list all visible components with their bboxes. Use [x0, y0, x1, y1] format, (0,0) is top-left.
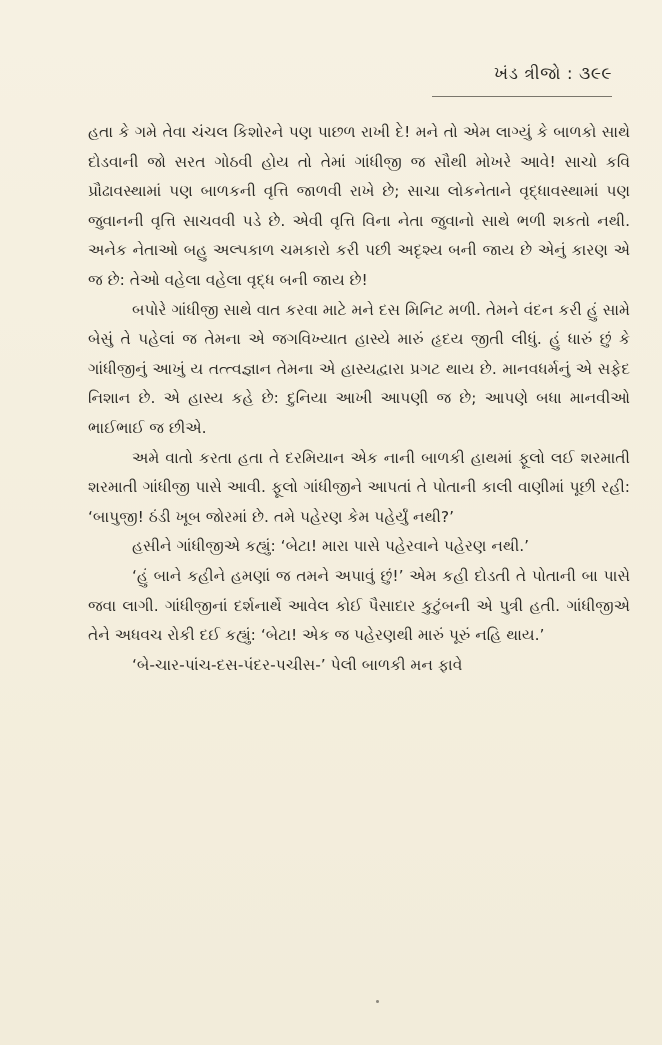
- page-speck: [376, 1000, 379, 1003]
- paragraph-6: ‘બે-ચાર-પાંચ-દસ-પંદર-પચીસ-’ પેલી બાળકી મન ફાવે: [132, 655, 463, 674]
- paragraph-4: હસીને ગાંધીજીએ કહ્યું: ‘બેટા! મારા પાસે પહેરવાને પહેરણ નથી.’: [132, 537, 530, 556]
- paragraph-3: અમે વાતો કરતા હતા તે દરમિયાન એક નાની બાળકી હાથમાં ફૂલો લઈ શરમાતી શરમાતી ગાંધીજી પાસે આવી. ફૂલો ગાંધીજીને આપતાં તે પોતાની કાલી વાણીમાં પૂછી રહી: ‘બાપુજી! ઠંડી ખૂબ જોરમાં છે. તમે પહેરણ કેમ પહેર્યું નથી?’: [88, 448, 630, 526]
- paragraph-5: ‘હું બાને કહીને હમણાં જ તમને અપાવું છું!’ એમ કહી દોડતી તે પોતાની બા પાસે જવા લાગી. ગાંધીજીનાં દર્શનાર્થે આવેલ કોઈ પૈસાદાર કુટુંબની એ પુત્રી હતી. ગાંધીજીએ તેને અધવચ રોકી દઈ કહ્યું: ‘બેટા! એક જ પહેરણથી મારું પૂરું નહિ થાય.’: [88, 566, 630, 645]
- header-underline: [432, 96, 612, 97]
- running-header: ખંડ ત્રીજો : ૩૯૯: [494, 64, 612, 84]
- page-body: [88, 118, 630, 680]
- paragraph-2: બપોરે ગાંધીજી સાથે વાત કરવા માટે મને દસ મિનિટ મળી. તેમને વંદન કરી હું સામે બેસું તે પહેલાં જ તેમના એ જગવિખ્યાત હાસ્યે મારું હૃદય જીતી લીધું. હું ધારું છું કે ગાંધીજીનું આખું ય તત્ત્વજ્ઞાન તેમના એ હાસ્યદ્વારા પ્રગટ થાય છે. માનવધર્મનું એ સફેદ નિશાન છે. એ હાસ્ય કહે છે: દુનિયા આખી આપણી જ છે; આપણે બધા માનવીઓ ભાઈભાઈ જ છીએ.: [88, 300, 630, 437]
- paragraph-1: હતા કે ગમે તેવા ચંચલ કિશોરને પણ પાછળ રાખી દે! મને તો એમ લાગ્યું કે બાળકો સાથે દોડવાની જો સરત ગોઠવી હોય તો તેમાં ગાંધીજી જ સૌથી મોખરે આવે! સાચો કવિ પ્રૌઢાવસ્થામાં પણ બાળકની વૃત્તિ જાળવી રાખે છે; સાચા લોકનેતાને વૃદ્ધાવસ્થામાં પણ જુવાનની વૃત્તિ સાચવવી પડે છે. એવી વૃત્તિ વિના નેતા જુવાનો સાથે ભળી શકતો નથી. અનેક નેતાઓ બહુ અલ્પકાળ ચમકારો કરી પછી અદૃશ્ય બની જાય છે એનું કારણ એ જ છે: તેઓ વહેલા વહેલા વૃદ્ધ બની જાય છે!: [88, 123, 630, 289]
